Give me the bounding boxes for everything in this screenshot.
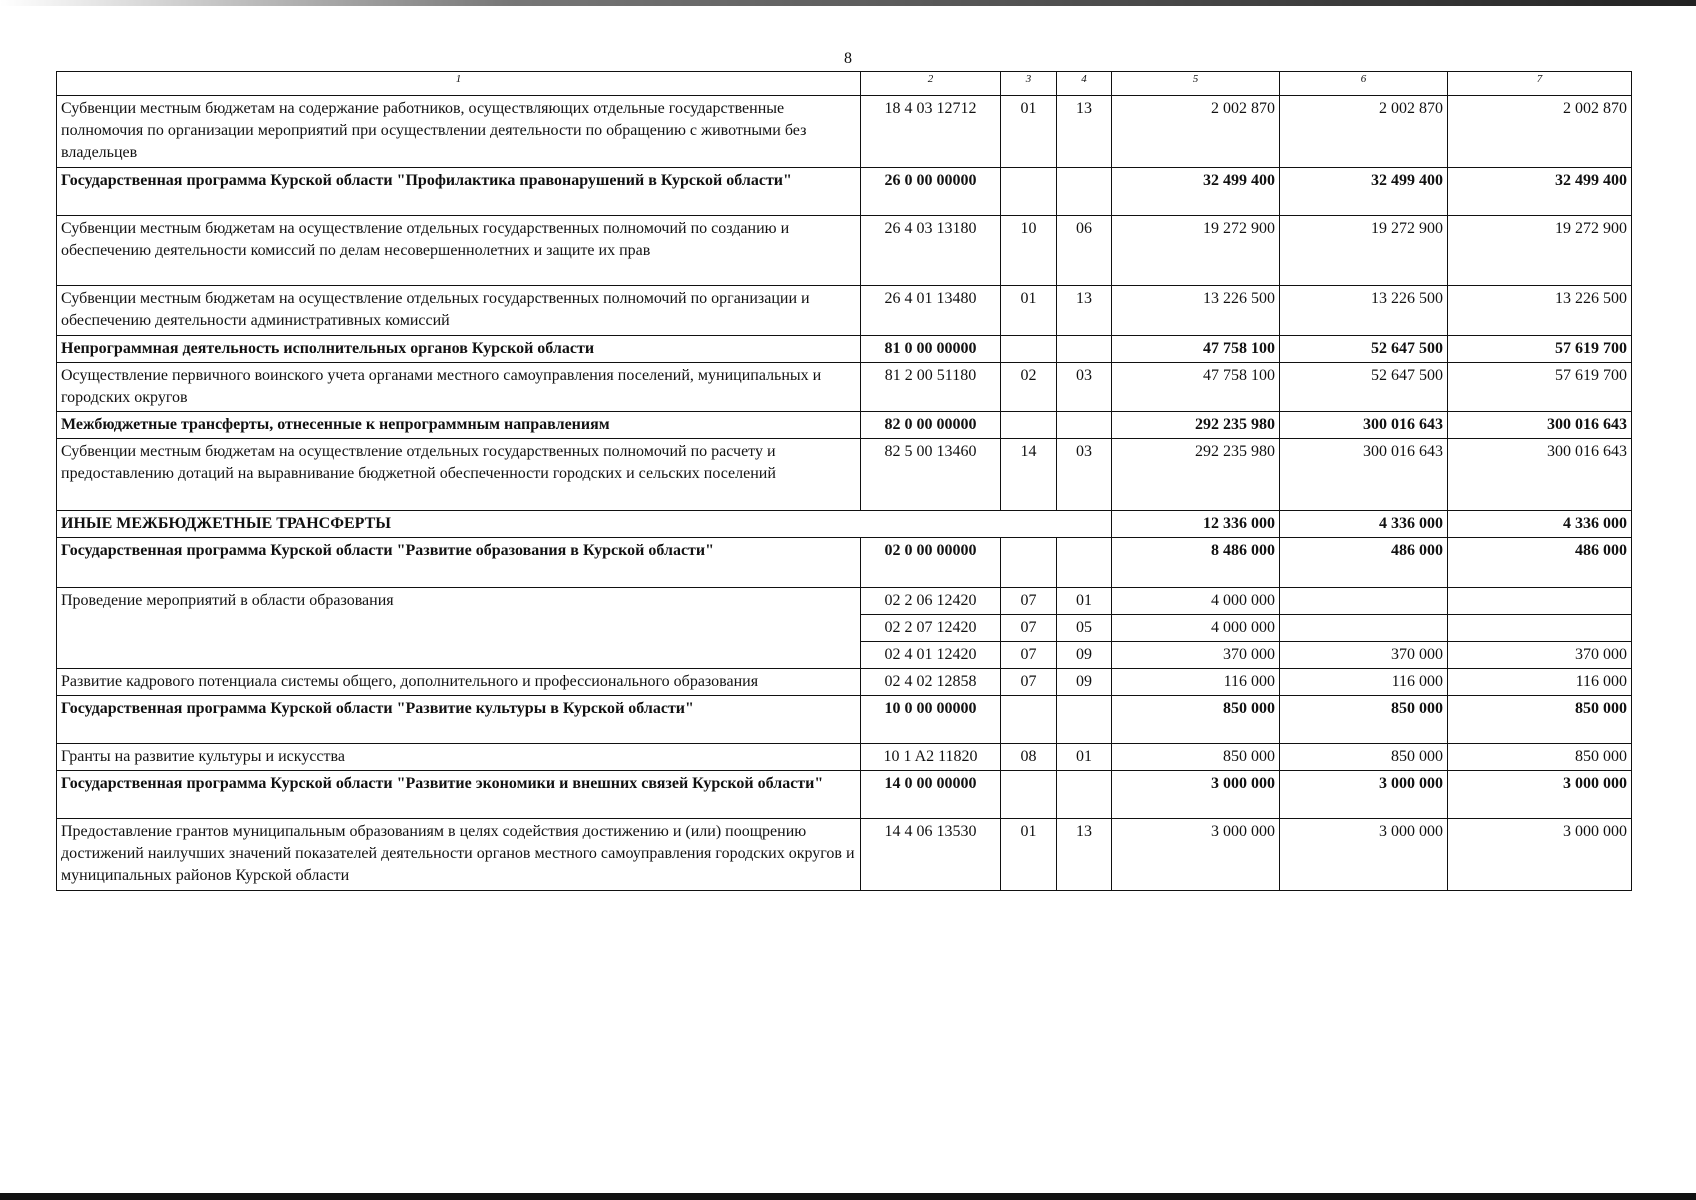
row-name: Осуществление первичного воинского учета органами местного самоуправления поселений, муниципальных и городских округов — [57, 363, 861, 412]
row-code: 10 1 A2 11820 — [861, 744, 1001, 771]
row-value-2: 52 647 500 — [1280, 336, 1448, 363]
row-value-3: 3 000 000 — [1448, 819, 1632, 891]
section-header-row — [57, 511, 1632, 538]
row-value-3 — [1448, 615, 1632, 642]
row-section: 10 — [1001, 216, 1057, 286]
row-section — [1001, 412, 1057, 439]
row-code: 81 2 00 51180 — [861, 363, 1001, 412]
row-value-2: 3 000 000 — [1280, 771, 1448, 819]
row-subsection — [1057, 696, 1112, 744]
row-value-1: 47 758 100 — [1112, 363, 1280, 412]
row-section: 07 — [1001, 615, 1057, 642]
row-section: 02 — [1001, 363, 1057, 412]
row-subsection: 13 — [1057, 286, 1112, 336]
row-subsection: 13 — [1057, 96, 1112, 168]
row-name: Государственная программа Курской области "Развитие образования в Курской области" — [57, 538, 861, 588]
row-code: 02 2 07 12420 — [861, 615, 1001, 642]
row-value-2: 52 647 500 — [1280, 363, 1448, 412]
row-value-2: 486 000 — [1280, 538, 1448, 588]
row-value-3: 116 000 — [1448, 669, 1632, 696]
row-name: Государственная программа Курской области "Развитие культуры в Курской области" — [57, 696, 861, 744]
table-row — [57, 216, 1632, 286]
row-name: Гранты на развитие культуры и искусства — [57, 744, 861, 771]
row-value-1: 2 002 870 — [1112, 96, 1280, 168]
scan-edge-top — [0, 0, 1696, 6]
row-name: Государственная программа Курской области "Профилактика правонарушений в Курской области" — [57, 168, 861, 216]
row-value-3: 2 002 870 — [1448, 96, 1632, 168]
section-title: ИНЫЕ МЕЖБЮДЖЕТНЫЕ ТРАНСФЕРТЫ — [57, 511, 1112, 538]
row-value-2: 850 000 — [1280, 744, 1448, 771]
row-subsection: 03 — [1057, 363, 1112, 412]
row-section: 08 — [1001, 744, 1057, 771]
row-section: 01 — [1001, 819, 1057, 891]
row-value-2: 4 336 000 — [1280, 511, 1448, 538]
row-value-3: 850 000 — [1448, 696, 1632, 744]
column-number: 5 — [1112, 72, 1280, 96]
row-value-3: 19 272 900 — [1448, 216, 1632, 286]
row-subsection: 01 — [1057, 744, 1112, 771]
table-row — [57, 771, 1632, 819]
column-number: 1 — [57, 72, 861, 96]
row-value-3: 300 016 643 — [1448, 439, 1632, 511]
row-subsection — [1057, 771, 1112, 819]
row-value-3: 13 226 500 — [1448, 286, 1632, 336]
row-subsection — [1057, 412, 1112, 439]
row-value-3 — [1448, 588, 1632, 615]
row-value-1: 13 226 500 — [1112, 286, 1280, 336]
row-code: 02 4 02 12858 — [861, 669, 1001, 696]
table-row — [57, 412, 1632, 439]
row-code: 14 4 06 13530 — [861, 819, 1001, 891]
row-value-1: 47 758 100 — [1112, 336, 1280, 363]
row-value-3: 57 619 700 — [1448, 336, 1632, 363]
table-row — [57, 286, 1632, 336]
row-subsection — [1057, 538, 1112, 588]
column-number: 3 — [1001, 72, 1057, 96]
table-row — [57, 96, 1632, 168]
row-name: Государственная программа Курской области "Развитие экономики и внешних связей Курской области" — [57, 771, 861, 819]
row-code: 26 4 01 13480 — [861, 286, 1001, 336]
row-value-2 — [1280, 615, 1448, 642]
row-value-2: 300 016 643 — [1280, 439, 1448, 511]
row-value-1: 292 235 980 — [1112, 439, 1280, 511]
row-name: Субвенции местным бюджетам на содержание работников, осуществляющих отдельные государственные полномочия по организации мероприятий при осуществлении деятельности по обращению с животными без владельцев — [57, 96, 861, 168]
row-value-1: 32 499 400 — [1112, 168, 1280, 216]
row-subsection — [1057, 336, 1112, 363]
table-row — [57, 168, 1632, 216]
row-value-1: 3 000 000 — [1112, 819, 1280, 891]
row-value-2: 19 272 900 — [1280, 216, 1448, 286]
row-value-2: 13 226 500 — [1280, 286, 1448, 336]
row-section: 01 — [1001, 286, 1057, 336]
row-value-1: 850 000 — [1112, 744, 1280, 771]
table-row — [57, 669, 1632, 696]
row-subsection: 03 — [1057, 439, 1112, 511]
row-value-2: 370 000 — [1280, 642, 1448, 669]
row-value-2: 3 000 000 — [1280, 819, 1448, 891]
row-name: Субвенции местным бюджетам на осуществление отдельных государственных полномочий по организации и обеспечению деятельности административных комиссий — [57, 286, 861, 336]
row-value-1: 116 000 — [1112, 669, 1280, 696]
row-code: 18 4 03 12712 — [861, 96, 1001, 168]
row-value-3: 300 016 643 — [1448, 412, 1632, 439]
row-code: 26 4 03 13180 — [861, 216, 1001, 286]
row-subsection: 06 — [1057, 216, 1112, 286]
table-row — [57, 336, 1632, 363]
row-value-2: 850 000 — [1280, 696, 1448, 744]
column-number: 2 — [861, 72, 1001, 96]
row-name: Проведение мероприятий в области образования — [57, 588, 861, 669]
row-subsection: 13 — [1057, 819, 1112, 891]
row-code: 10 0 00 00000 — [861, 696, 1001, 744]
row-name: Субвенции местным бюджетам на осуществление отдельных государственных полномочий по расчету и предоставлению дотаций на выравнивание бюджетной обеспеченности городских и сельских поселений — [57, 439, 861, 511]
table-row — [57, 744, 1632, 771]
row-value-3: 57 619 700 — [1448, 363, 1632, 412]
row-section: 07 — [1001, 642, 1057, 669]
column-number: 4 — [1057, 72, 1112, 96]
page-number: 8 — [844, 50, 852, 67]
row-value-1: 3 000 000 — [1112, 771, 1280, 819]
row-section — [1001, 168, 1057, 216]
row-value-3: 32 499 400 — [1448, 168, 1632, 216]
row-code: 81 0 00 00000 — [861, 336, 1001, 363]
scan-edge-bottom — [0, 1193, 1696, 1200]
table-row — [57, 588, 1632, 615]
row-code: 02 2 06 12420 — [861, 588, 1001, 615]
row-value-1: 4 000 000 — [1112, 615, 1280, 642]
row-code: 14 0 00 00000 — [861, 771, 1001, 819]
row-subsection: 09 — [1057, 669, 1112, 696]
row-section — [1001, 538, 1057, 588]
row-section: 01 — [1001, 96, 1057, 168]
row-value-1: 8 486 000 — [1112, 538, 1280, 588]
row-value-1: 370 000 — [1112, 642, 1280, 669]
row-name: Развитие кадрового потенциала системы общего, дополнительного и профессионального образования — [57, 669, 861, 696]
row-code: 26 0 00 00000 — [861, 168, 1001, 216]
row-value-1: 850 000 — [1112, 696, 1280, 744]
row-subsection: 09 — [1057, 642, 1112, 669]
row-value-2: 32 499 400 — [1280, 168, 1448, 216]
row-value-1: 12 336 000 — [1112, 511, 1280, 538]
row-value-3: 370 000 — [1448, 642, 1632, 669]
table-row — [57, 538, 1632, 588]
row-value-1: 292 235 980 — [1112, 412, 1280, 439]
row-code: 82 0 00 00000 — [861, 412, 1001, 439]
row-subsection: 01 — [1057, 588, 1112, 615]
table-row — [57, 696, 1632, 744]
row-subsection: 05 — [1057, 615, 1112, 642]
row-value-3: 3 000 000 — [1448, 771, 1632, 819]
row-section — [1001, 696, 1057, 744]
row-value-3: 850 000 — [1448, 744, 1632, 771]
row-subsection — [1057, 168, 1112, 216]
column-number: 7 — [1448, 72, 1632, 96]
table-row — [57, 363, 1632, 412]
column-number-row — [57, 72, 1632, 96]
table-row — [57, 819, 1632, 891]
row-code: 82 5 00 13460 — [861, 439, 1001, 511]
row-code: 02 4 01 12420 — [861, 642, 1001, 669]
row-value-1: 4 000 000 — [1112, 588, 1280, 615]
row-name: Предоставление грантов муниципальным образованиям в целях содействия достижению и (или) поощрению достижений наилучших значений показателей деятельности органов местного самоуправления городских округов и муниципальных районов Курской области — [57, 819, 861, 891]
row-value-2 — [1280, 588, 1448, 615]
row-value-2: 116 000 — [1280, 669, 1448, 696]
table-row — [57, 439, 1632, 511]
row-section: 14 — [1001, 439, 1057, 511]
row-value-2: 2 002 870 — [1280, 96, 1448, 168]
row-section — [1001, 336, 1057, 363]
row-value-3: 4 336 000 — [1448, 511, 1632, 538]
column-number: 6 — [1280, 72, 1448, 96]
row-code: 02 0 00 00000 — [861, 538, 1001, 588]
row-value-3: 486 000 — [1448, 538, 1632, 588]
budget-table — [56, 71, 1632, 891]
row-section: 07 — [1001, 669, 1057, 696]
row-name: Межбюджетные трансферты, отнесенные к непрограммным направлениям — [57, 412, 861, 439]
row-name: Субвенции местным бюджетам на осуществление отдельных государственных полномочий по созданию и обеспечению деятельности комиссий по делам несовершеннолетних и защите их прав — [57, 216, 861, 286]
row-value-1: 19 272 900 — [1112, 216, 1280, 286]
row-section — [1001, 771, 1057, 819]
row-value-2: 300 016 643 — [1280, 412, 1448, 439]
row-section: 07 — [1001, 588, 1057, 615]
row-name: Непрограммная деятельность исполнительных органов Курской области — [57, 336, 861, 363]
